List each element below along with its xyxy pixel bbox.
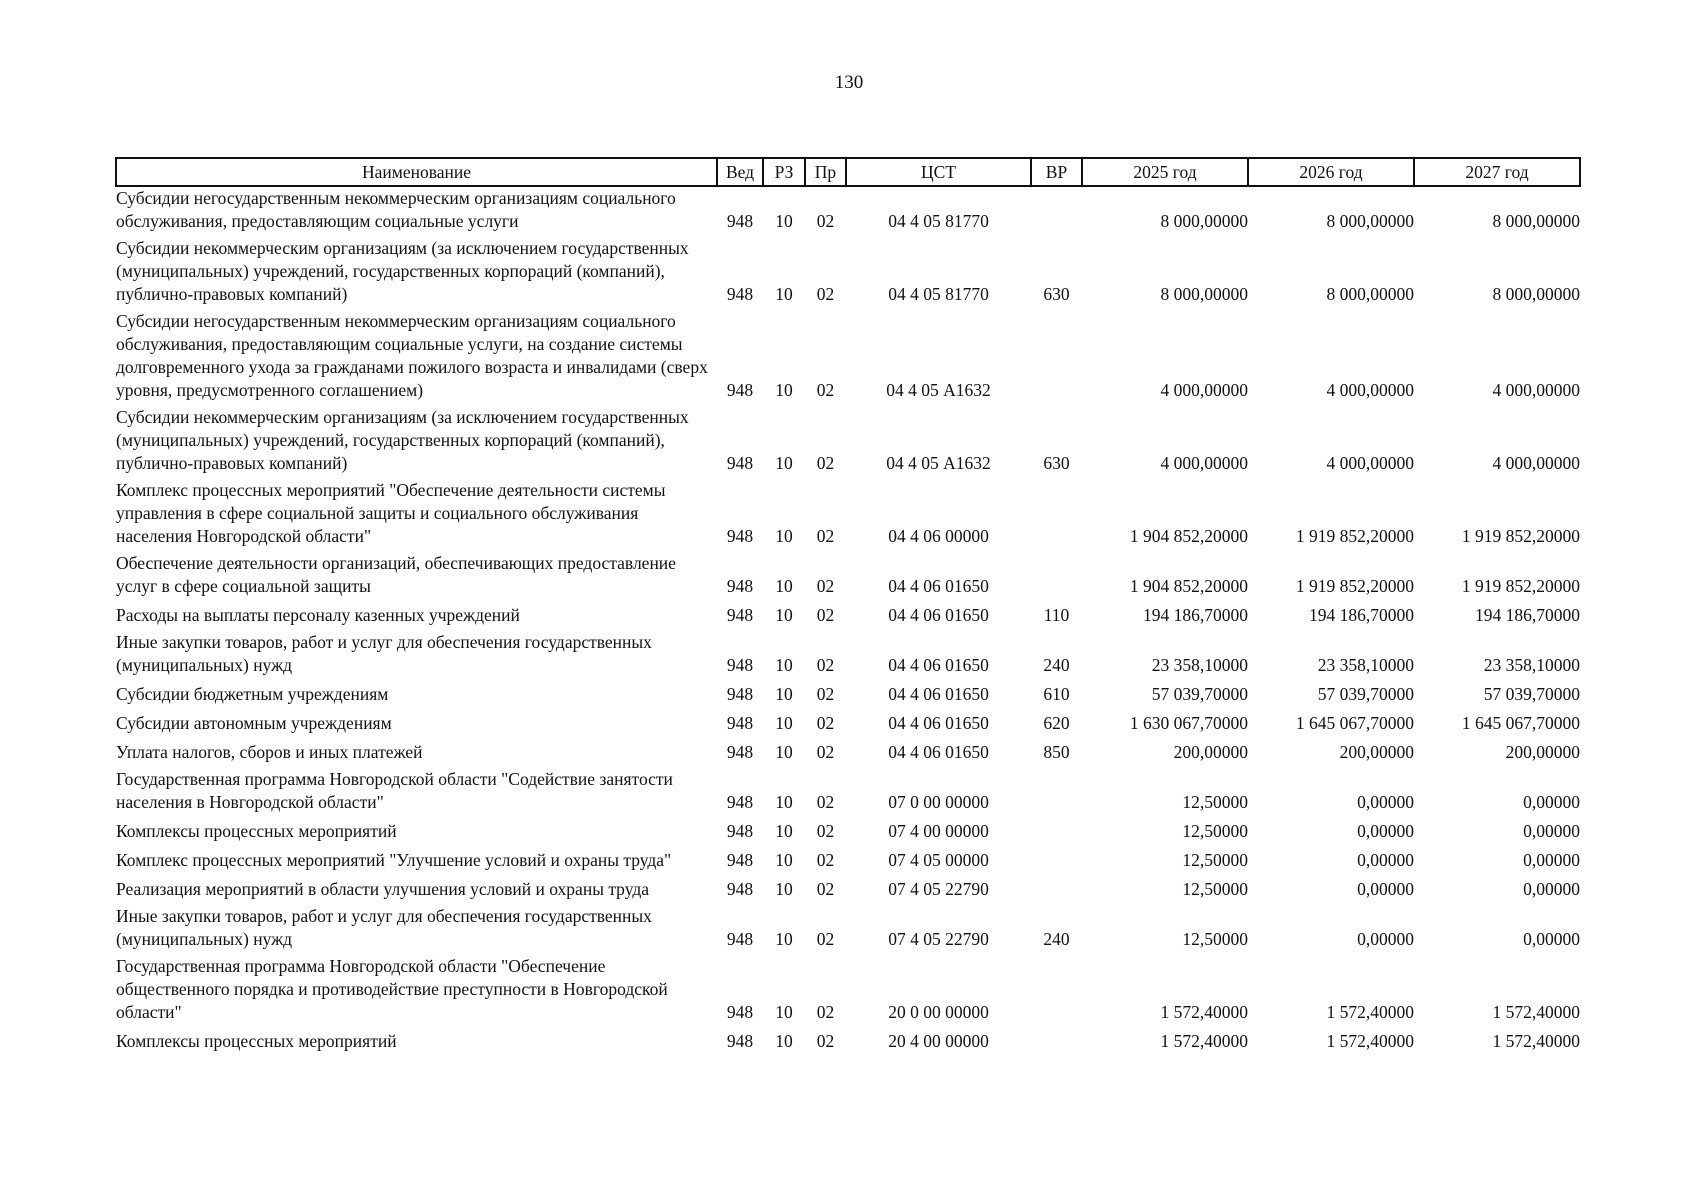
table-row xyxy=(116,602,1580,631)
table-header-row xyxy=(116,158,1580,186)
table-row xyxy=(116,631,1580,681)
cell-name: Государственная программа Новгородской области "Содействие занятости населения в Новгородской области" xyxy=(116,769,673,812)
cell-ved: 948 xyxy=(726,380,754,400)
table-row xyxy=(116,876,1580,905)
cell-2025: 23 358,10000 xyxy=(1151,655,1248,675)
cell-name: Комплекс процессных мероприятий "Улучшение условий и охраны труда" xyxy=(116,850,672,870)
cell-2025: 1 904 852,20000 xyxy=(1129,576,1248,596)
table-row xyxy=(116,905,1580,955)
cell-2027: 1 645 067,70000 xyxy=(1461,713,1580,733)
cell-vr: 610 xyxy=(1043,684,1070,704)
cell-2027: 4 000,00000 xyxy=(1492,380,1580,400)
cell-2025: 4 000,00000 xyxy=(1160,453,1248,473)
cell-ved: 948 xyxy=(726,684,754,704)
cell-2027: 8 000,00000 xyxy=(1492,211,1580,231)
cell-cst: 07 0 00 00000 xyxy=(888,792,989,812)
cell-2026: 8 000,00000 xyxy=(1326,284,1414,304)
cell-2026: 1 572,40000 xyxy=(1326,1031,1414,1051)
cell-rz: 10 xyxy=(775,605,793,625)
cell-2026: 8 000,00000 xyxy=(1326,211,1414,231)
cell-2026: 0,00000 xyxy=(1357,821,1414,841)
cell-pr: 02 xyxy=(816,821,835,841)
cell-pr: 02 xyxy=(816,380,835,400)
cell-cst: 04 4 06 01650 xyxy=(888,605,989,625)
cell-name: Уплата налогов, сборов и иных платежей xyxy=(116,742,423,762)
cell-cst: 07 4 05 22790 xyxy=(888,879,989,899)
cell-2027: 1 572,40000 xyxy=(1492,1002,1580,1022)
table-body xyxy=(116,186,1580,1057)
cell-2025: 1 630 067,70000 xyxy=(1129,713,1248,733)
cell-pr: 02 xyxy=(816,684,835,704)
cell-rz: 10 xyxy=(775,655,793,675)
cell-2025: 1 572,40000 xyxy=(1160,1002,1248,1022)
table-row xyxy=(116,186,1580,237)
cell-2025: 8 000,00000 xyxy=(1160,284,1248,304)
cell-pr: 02 xyxy=(816,929,835,949)
cell-vr: 630 xyxy=(1043,284,1070,304)
cell-vr xyxy=(1031,1028,1082,1057)
cell-2026: 1 645 067,70000 xyxy=(1295,713,1414,733)
cell-rz: 10 xyxy=(775,713,793,733)
cell-2027: 1 572,40000 xyxy=(1492,1031,1580,1051)
table-row xyxy=(116,768,1580,818)
cell-vr xyxy=(1031,955,1082,1028)
header-ved: Вед xyxy=(717,158,763,186)
cell-name: Субсидии некоммерческим организациям (за исключением государственных (муниципальных) учреждений, государственных корпораций (компаний), публично-правовых компаний) xyxy=(116,238,689,304)
cell-vr xyxy=(1031,186,1082,237)
cell-pr: 02 xyxy=(816,605,835,625)
table-row xyxy=(116,847,1580,876)
table-row xyxy=(116,710,1580,739)
cell-name: Субсидии автономным учреждениям xyxy=(116,713,392,733)
cell-vr: 620 xyxy=(1043,713,1070,733)
cell-2026: 4 000,00000 xyxy=(1326,453,1414,473)
cell-ved: 948 xyxy=(726,929,754,949)
cell-2026: 4 000,00000 xyxy=(1326,380,1414,400)
cell-name: Субсидии бюджетным учреждениям xyxy=(116,684,389,704)
cell-rz: 10 xyxy=(775,792,793,812)
cell-pr: 02 xyxy=(816,713,835,733)
cell-2027: 4 000,00000 xyxy=(1492,453,1580,473)
cell-2026: 194 186,70000 xyxy=(1309,605,1414,625)
cell-2026: 1 572,40000 xyxy=(1326,1002,1414,1022)
cell-pr: 02 xyxy=(816,284,835,304)
page-number: 130 xyxy=(834,72,864,93)
cell-2026: 200,00000 xyxy=(1339,742,1414,762)
cell-name: Комплексы процессных мероприятий xyxy=(116,821,397,841)
cell-2026: 57 039,70000 xyxy=(1317,684,1414,704)
table-row xyxy=(116,237,1580,310)
cell-pr: 02 xyxy=(816,850,835,870)
table-row xyxy=(116,552,1580,602)
cell-2025: 12,50000 xyxy=(1182,821,1248,841)
cell-vr: 240 xyxy=(1043,929,1070,949)
cell-cst: 04 4 06 01650 xyxy=(888,655,989,675)
cell-cst: 04 4 06 01650 xyxy=(888,713,989,733)
cell-ved: 948 xyxy=(726,453,754,473)
cell-cst: 20 0 00 00000 xyxy=(888,1002,989,1022)
cell-rz: 10 xyxy=(775,821,793,841)
cell-pr: 02 xyxy=(816,1002,835,1022)
cell-vr xyxy=(1031,552,1082,602)
cell-name: Иные закупки товаров, работ и услуг для обеспечения государственных (муниципальных) нужд xyxy=(116,906,652,949)
cell-2026: 0,00000 xyxy=(1357,850,1414,870)
cell-rz: 10 xyxy=(775,1002,793,1022)
cell-ved: 948 xyxy=(726,576,754,596)
table-row xyxy=(116,1028,1580,1057)
cell-name: Субсидии негосударственным некоммерческим организациям социального обслуживания, предоставляющим социальные услуги xyxy=(116,188,676,231)
cell-rz: 10 xyxy=(775,850,793,870)
cell-ved: 948 xyxy=(726,605,754,625)
cell-pr: 02 xyxy=(816,655,835,675)
cell-2027: 0,00000 xyxy=(1523,850,1580,870)
table-row xyxy=(116,739,1580,768)
cell-ved: 948 xyxy=(726,879,754,899)
cell-rz: 10 xyxy=(775,684,793,704)
cell-2027: 0,00000 xyxy=(1523,879,1580,899)
cell-2027: 8 000,00000 xyxy=(1492,284,1580,304)
cell-2025: 1 572,40000 xyxy=(1160,1031,1248,1051)
cell-rz: 10 xyxy=(775,1031,793,1051)
cell-cst: 07 4 05 00000 xyxy=(888,850,989,870)
header-2027: 2027 год xyxy=(1414,158,1580,186)
cell-2026: 1 919 852,20000 xyxy=(1295,526,1414,546)
cell-2027: 194 186,70000 xyxy=(1475,605,1580,625)
cell-rz: 10 xyxy=(775,453,793,473)
cell-rz: 10 xyxy=(775,380,793,400)
cell-cst: 04 4 06 01650 xyxy=(888,742,989,762)
cell-vr xyxy=(1031,876,1082,905)
cell-rz: 10 xyxy=(775,284,793,304)
cell-pr: 02 xyxy=(816,742,835,762)
cell-ved: 948 xyxy=(726,211,754,231)
cell-vr: 110 xyxy=(1043,605,1070,625)
cell-cst: 07 4 05 22790 xyxy=(888,929,989,949)
cell-name: Субсидии негосударственным некоммерческим организациям социального обслуживания, предоставляющим социальные услуги, на создание системы долговременного ухода за гражданами пожилого возраста и инвалидами (сверх уровня, предусмотренного соглашением) xyxy=(116,311,708,400)
cell-pr: 02 xyxy=(816,526,835,546)
cell-2027: 0,00000 xyxy=(1523,792,1580,812)
cell-vr xyxy=(1031,768,1082,818)
cell-ved: 948 xyxy=(726,850,754,870)
cell-2025: 194 186,70000 xyxy=(1143,605,1248,625)
cell-2027: 200,00000 xyxy=(1505,742,1580,762)
cell-2025: 8 000,00000 xyxy=(1160,211,1248,231)
cell-name: Государственная программа Новгородской области "Обеспечение общественного порядка и противодействие преступности в Новгородской области" xyxy=(116,956,668,1022)
cell-ved: 948 xyxy=(726,821,754,841)
table-row xyxy=(116,310,1580,406)
cell-rz: 10 xyxy=(775,526,793,546)
cell-2027: 0,00000 xyxy=(1523,821,1580,841)
cell-pr: 02 xyxy=(816,879,835,899)
cell-ved: 948 xyxy=(726,792,754,812)
cell-2027: 1 919 852,20000 xyxy=(1461,526,1580,546)
cell-2025: 12,50000 xyxy=(1182,879,1248,899)
cell-2027: 0,00000 xyxy=(1523,929,1580,949)
cell-name: Комплекс процессных мероприятий "Обеспечение деятельности системы управления в сфере социальной защиты и социального обслуживания населения Новгородской области" xyxy=(116,480,666,546)
header-2026: 2026 год xyxy=(1248,158,1414,186)
header-pr: Пр xyxy=(805,158,846,186)
cell-cst: 04 4 05 А1632 xyxy=(886,453,991,473)
cell-2025: 57 039,70000 xyxy=(1151,684,1248,704)
cell-name: Расходы на выплаты персоналу казенных учреждений xyxy=(116,605,520,625)
cell-2025: 4 000,00000 xyxy=(1160,380,1248,400)
cell-pr: 02 xyxy=(816,211,835,231)
cell-rz: 10 xyxy=(775,742,793,762)
cell-cst: 04 4 06 01650 xyxy=(888,684,989,704)
cell-2025: 1 904 852,20000 xyxy=(1129,526,1248,546)
cell-pr: 02 xyxy=(816,453,835,473)
cell-rz: 10 xyxy=(775,211,793,231)
cell-cst: 04 4 05 А1632 xyxy=(886,380,991,400)
cell-ved: 948 xyxy=(726,1002,754,1022)
cell-rz: 10 xyxy=(775,879,793,899)
cell-vr xyxy=(1031,310,1082,406)
cell-2026: 0,00000 xyxy=(1357,792,1414,812)
cell-vr xyxy=(1031,847,1082,876)
cell-cst: 04 4 05 81770 xyxy=(888,211,989,231)
cell-name: Субсидии некоммерческим организациям (за исключением государственных (муниципальных) учреждений, государственных корпораций (компаний), публично-правовых компаний) xyxy=(116,407,689,473)
cell-ved: 948 xyxy=(726,742,754,762)
cell-cst: 07 4 00 00000 xyxy=(888,821,989,841)
cell-cst: 04 4 05 81770 xyxy=(888,284,989,304)
cell-cst: 04 4 06 00000 xyxy=(888,526,989,546)
table-row xyxy=(116,955,1580,1028)
header-rz: РЗ xyxy=(763,158,805,186)
header-cst: ЦСТ xyxy=(846,158,1031,186)
cell-pr: 02 xyxy=(816,576,835,596)
cell-name: Иные закупки товаров, работ и услуг для обеспечения государственных (муниципальных) нужд xyxy=(116,632,652,675)
table-row xyxy=(116,818,1580,847)
cell-2026: 0,00000 xyxy=(1357,929,1414,949)
header-2025: 2025 год xyxy=(1082,158,1248,186)
cell-name: Комплексы процессных мероприятий xyxy=(116,1031,397,1051)
cell-cst: 20 4 00 00000 xyxy=(888,1031,989,1051)
cell-ved: 948 xyxy=(726,1031,754,1051)
table-row xyxy=(116,681,1580,710)
cell-cst: 04 4 06 01650 xyxy=(888,576,989,596)
cell-2027: 1 919 852,20000 xyxy=(1461,576,1580,596)
cell-vr xyxy=(1031,818,1082,847)
table-row xyxy=(116,406,1580,479)
cell-rz: 10 xyxy=(775,576,793,596)
cell-2026: 0,00000 xyxy=(1357,879,1414,899)
cell-vr: 630 xyxy=(1043,453,1070,473)
header-vr: ВР xyxy=(1031,158,1082,186)
cell-2026: 1 919 852,20000 xyxy=(1295,576,1414,596)
budget-table xyxy=(115,157,1581,1057)
cell-2026: 23 358,10000 xyxy=(1317,655,1414,675)
cell-2025: 12,50000 xyxy=(1182,850,1248,870)
cell-2025: 200,00000 xyxy=(1173,742,1248,762)
header-name: Наименование xyxy=(116,158,717,186)
cell-ved: 948 xyxy=(726,655,754,675)
cell-vr: 850 xyxy=(1043,742,1070,762)
cell-pr: 02 xyxy=(816,792,835,812)
cell-ved: 948 xyxy=(726,284,754,304)
cell-2027: 57 039,70000 xyxy=(1483,684,1580,704)
cell-vr: 240 xyxy=(1043,655,1070,675)
table-row xyxy=(116,479,1580,552)
cell-2025: 12,50000 xyxy=(1182,929,1248,949)
cell-vr xyxy=(1031,479,1082,552)
cell-pr: 02 xyxy=(816,1031,835,1051)
cell-2025: 12,50000 xyxy=(1182,792,1248,812)
cell-ved: 948 xyxy=(726,526,754,546)
cell-name: Обеспечение деятельности организаций, обеспечивающих предоставление услуг в сфере социальной защиты xyxy=(116,553,676,596)
cell-rz: 10 xyxy=(775,929,793,949)
cell-2027: 23 358,10000 xyxy=(1483,655,1580,675)
cell-ved: 948 xyxy=(726,713,754,733)
cell-name: Реализация мероприятий в области улучшения условий и охраны труда xyxy=(116,879,650,899)
